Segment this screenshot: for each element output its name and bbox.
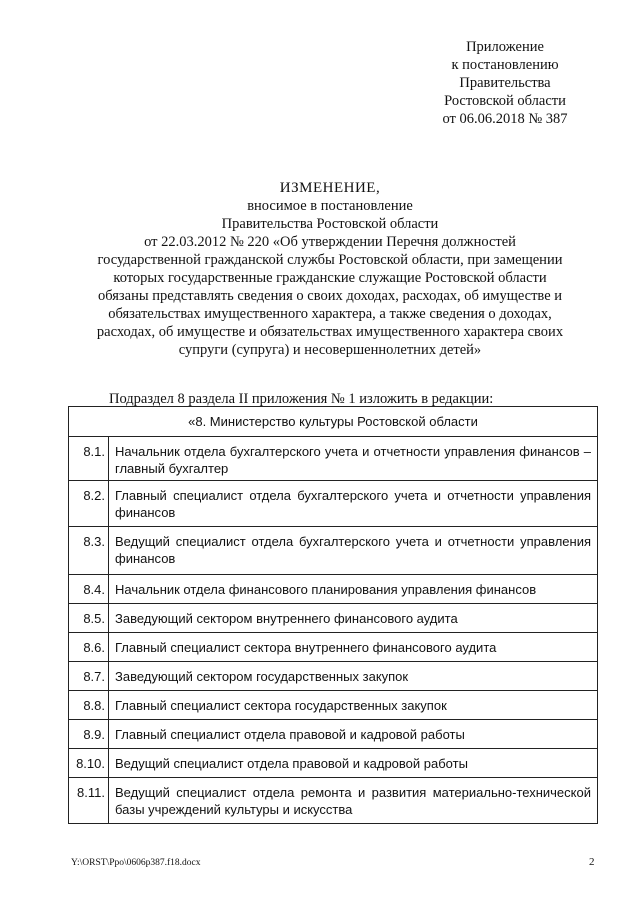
table-row	[69, 749, 598, 778]
title-line: расходах, об имуществе и обязательствах имущественного характера своих	[96, 324, 564, 340]
row-number: 8.9.	[69, 720, 109, 749]
row-number: 8.1.	[69, 437, 109, 481]
row-text: Главный специалист отдела бухгалтерского учета и отчетности управления финансов	[109, 481, 598, 527]
title-heading: ИЗМЕНЕНИЕ,	[279, 180, 381, 196]
row-number: 8.2.	[69, 481, 109, 527]
row-number: 8.10.	[69, 749, 109, 778]
positions-table	[68, 406, 598, 824]
row-text: Ведущий специалист отдела правовой и кадровой работы	[109, 749, 598, 778]
appendix-line: Правительства	[459, 75, 551, 91]
page-number: 2	[589, 856, 595, 868]
table-header: «8. Министерство культуры Ростовской области	[69, 407, 598, 437]
table-row	[69, 691, 598, 720]
table-row	[69, 720, 598, 749]
table-row	[69, 481, 598, 527]
row-text: Начальник отдела бухгалтерского учета и отчетности управления финансов – главный бухгалтер	[109, 437, 598, 481]
title-line: которых государственные гражданские служащие Ростовской области	[113, 270, 547, 286]
title-line: Правительства Ростовской области	[221, 216, 439, 232]
table-header-row	[69, 407, 598, 437]
row-number: 8.7.	[69, 662, 109, 691]
title-line: вносимое в постановление	[247, 198, 413, 214]
row-number: 8.3.	[69, 527, 109, 575]
row-text: Главный специалист сектора внутреннего финансового аудита	[109, 633, 598, 662]
title-line: от 22.03.2012 № 220 «Об утверждении Перечня должностей	[144, 234, 516, 250]
appendix-line: Приложение	[466, 39, 544, 55]
row-text: Главный специалист сектора государственных закупок	[109, 691, 598, 720]
title-line: государственной гражданской службы Ростовской области, при замещении	[97, 252, 563, 268]
title-line: супруги (супруга) и несовершеннолетних детей»	[178, 342, 482, 358]
row-text: Ведущий специалист отдела бухгалтерского учета и отчетности управления финансов	[109, 527, 598, 575]
appendix-block	[410, 38, 600, 128]
document-title	[70, 179, 590, 359]
table-row	[69, 604, 598, 633]
intro-paragraph: Подраздел 8 раздела II приложения № 1 изложить в редакции:	[109, 391, 494, 407]
row-number: 8.4.	[69, 575, 109, 604]
row-number: 8.6.	[69, 633, 109, 662]
table-row	[69, 633, 598, 662]
title-line: обязательствах имущественного характера, а также сведения о доходах,	[108, 306, 552, 322]
table-row	[69, 437, 598, 481]
table-row	[69, 778, 598, 824]
row-text: Начальник отдела финансового планирования управления финансов	[109, 575, 598, 604]
table-row	[69, 575, 598, 604]
row-text: Заведующий сектором внутреннего финансового аудита	[109, 604, 598, 633]
table-row	[69, 527, 598, 575]
row-text: Ведущий специалист отдела ремонта и развития материально-технической базы учреждений культуры и искусства	[109, 778, 598, 824]
appendix-line: к постановлению	[451, 57, 559, 73]
title-line: обязаны представлять сведения о своих доходах, расходах, об имуществе и	[97, 288, 563, 304]
appendix-line: Ростовской области	[444, 93, 566, 109]
row-number: 8.11.	[69, 778, 109, 824]
row-text: Заведующий сектором государственных закупок	[109, 662, 598, 691]
appendix-line: от 06.06.2018 № 387	[442, 111, 568, 127]
table-row	[69, 662, 598, 691]
row-number: 8.8.	[69, 691, 109, 720]
row-number: 8.5.	[69, 604, 109, 633]
row-text: Главный специалист отдела правовой и кадровой работы	[109, 720, 598, 749]
footer-file-path: Y:\ORST\Ppo\0606p387.f18.docx	[71, 858, 201, 868]
